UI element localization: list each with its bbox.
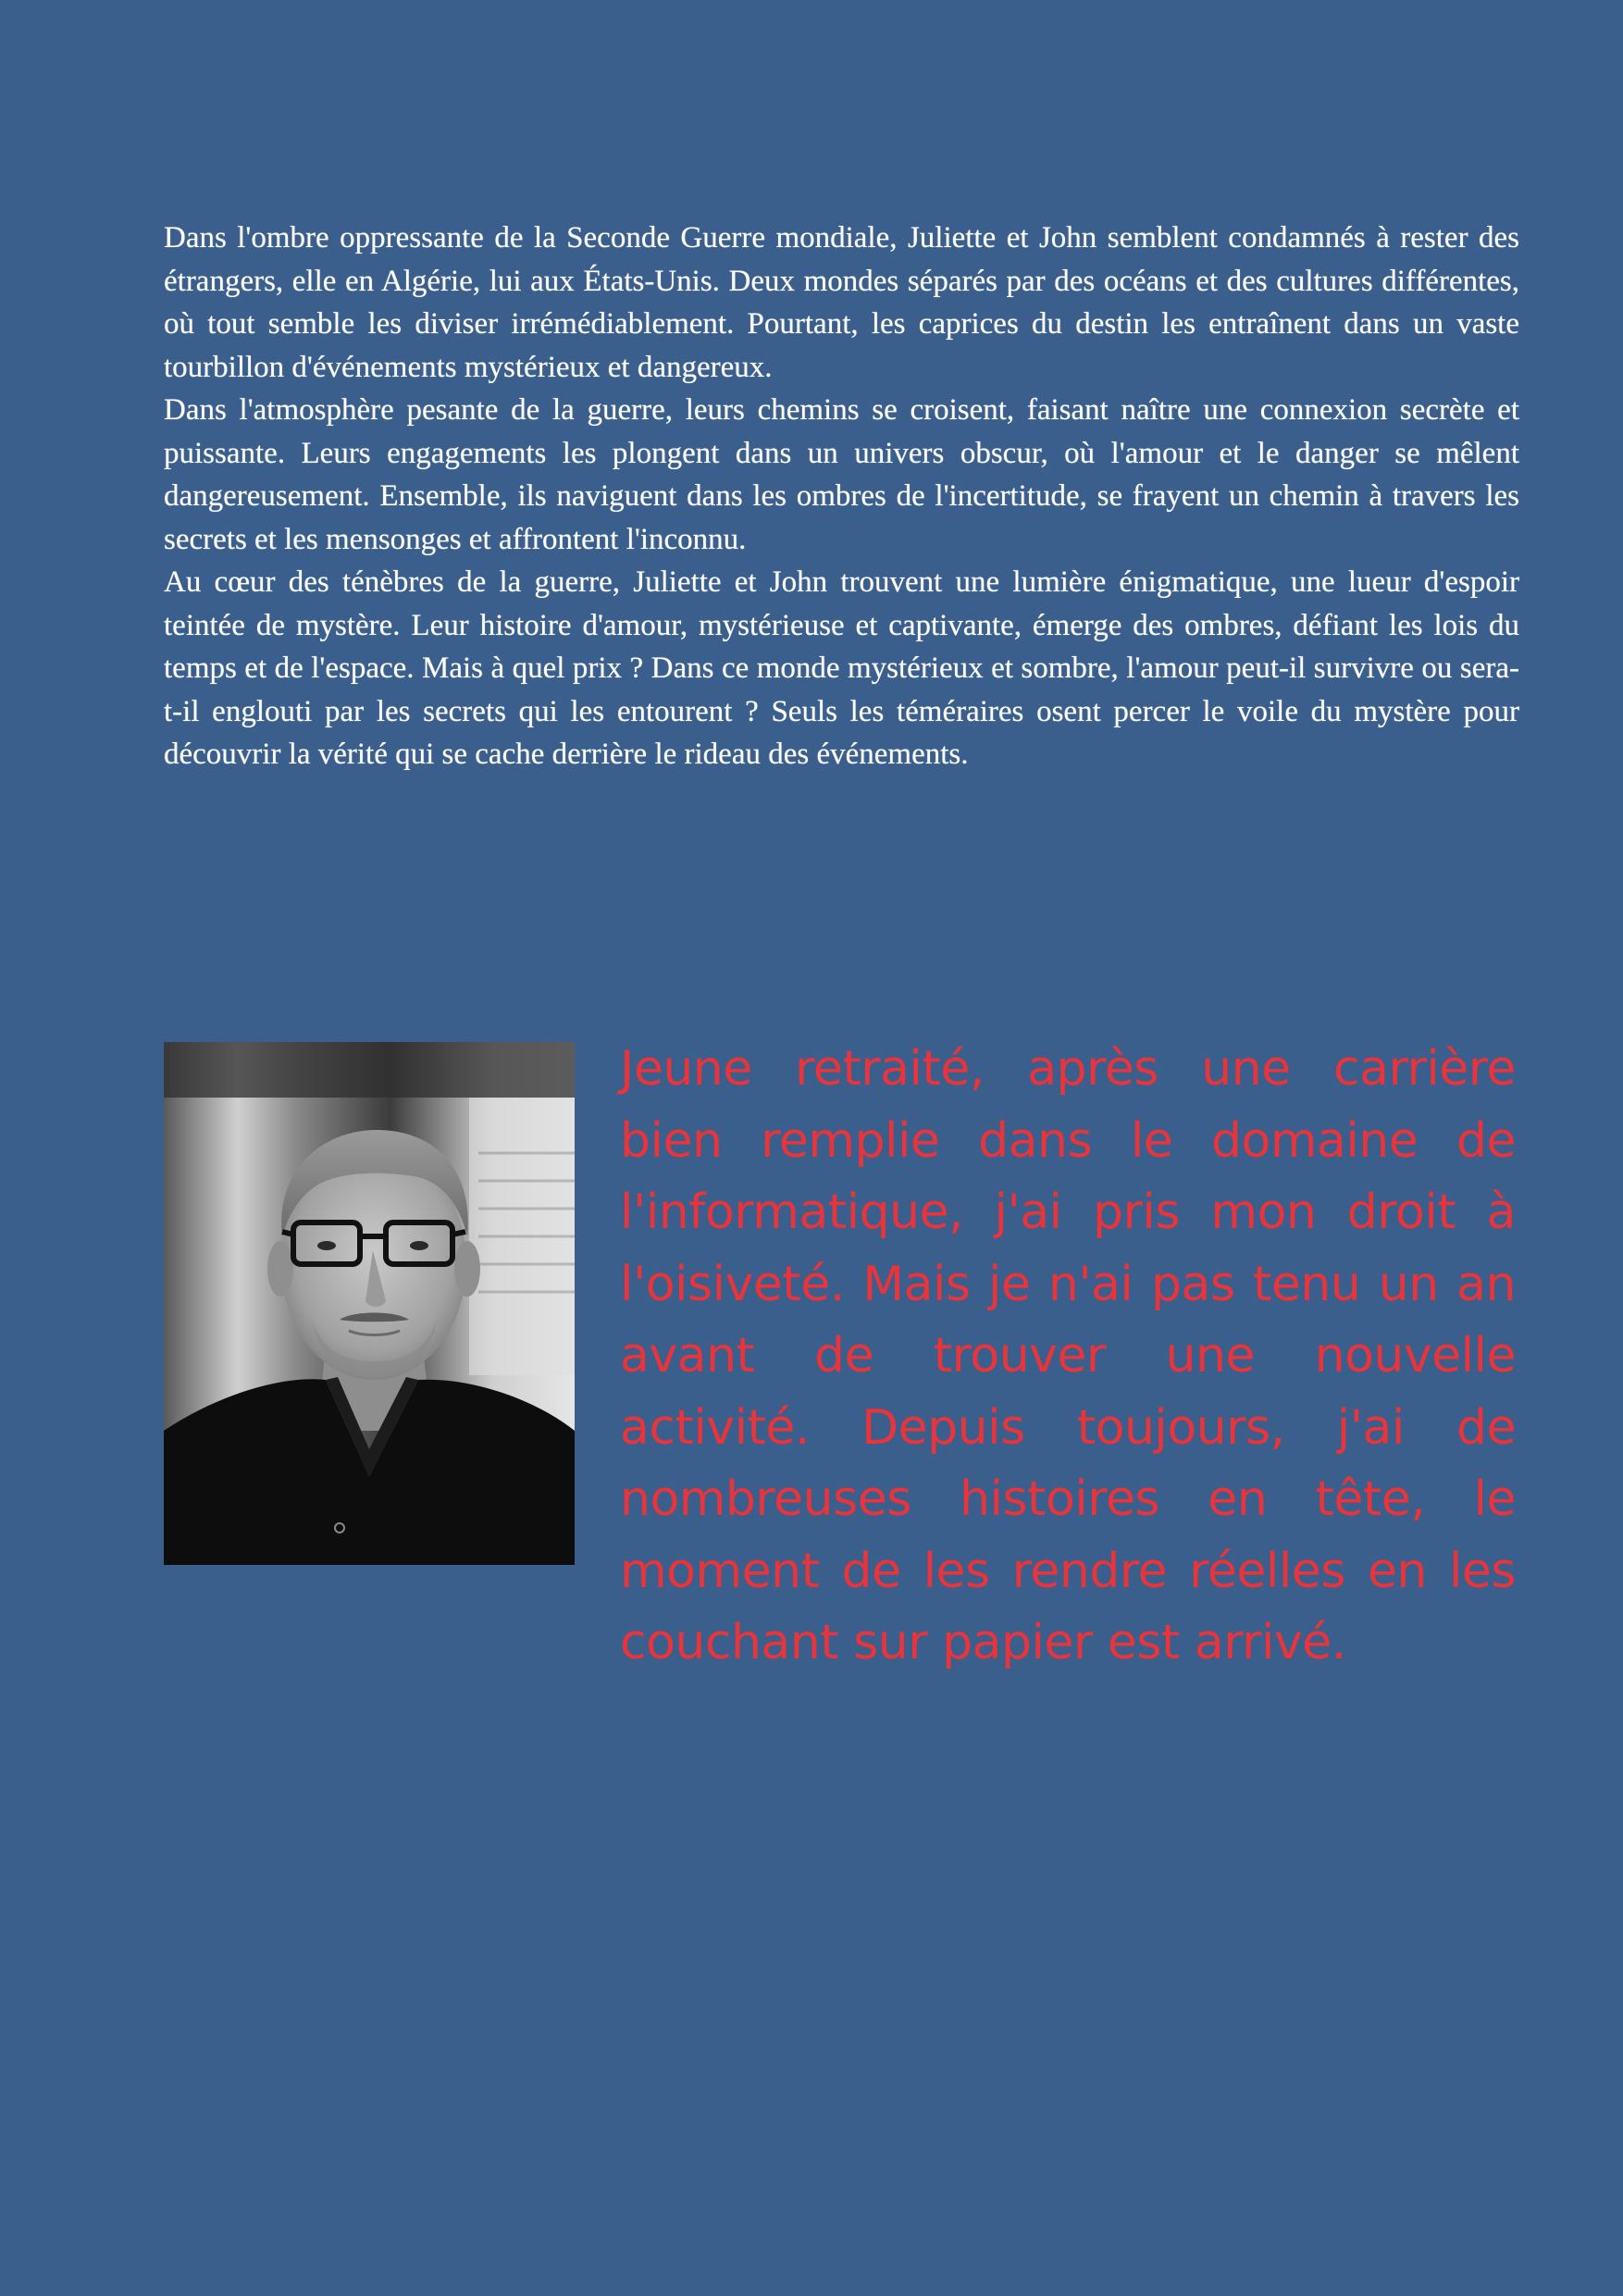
author-bio-block [620, 1034, 1516, 1680]
synopsis-paragraph-2: Dans l'atmosphère pesante de la guerre, leurs chemins se croisent, faisant naître une connexion secrète et puissante. Leurs engagements les plongent dans un univers obscur, où l'amour et le danger se mêlent dangereusement. Ensemble, ils naviguent dans les ombres de l'incertitude, se frayent un chemin à travers les secrets et les mensonges et affrontent l'inconnu. [164, 393, 1519, 556]
author-photo [164, 1042, 575, 1565]
synopsis-text-block [164, 217, 1519, 776]
author-bio-text: Jeune retraité, après une carrière bien remplie dans le domaine de l'informatique, j'ai pris mon droit à l'oisiveté. Mais je n'ai pas tenu un an avant de trouver une nouvelle activité. Depuis toujours, j'ai de nombreuses histoires en tête, le moment de les rendre réelles en les couchant sur papier est arrivé. [620, 1041, 1516, 1670]
author-portrait-image [164, 1042, 575, 1565]
synopsis-paragraph-1: Dans l'ombre oppressante de la Seconde Guerre mondiale, Juliette et John semblent condamnés à rester des étrangers, elle en Algérie, lui aux États-Unis. Deux mondes séparés par des océans et des cultures différentes, où tout semble les diviser irrémédiablement. Pourtant, les caprices du destin les entraînent dans un vaste tourbillon d'événements mystérieux et dangereux. [164, 221, 1519, 384]
synopsis-paragraph-3: Au cœur des ténèbres de la guerre, Juliette et John trouvent une lumière énigmatique, une lueur d'espoir teintée de mystère. Leur histoire d'amour, mystérieuse et captivante, émerge des ombres, défiant les lois du temps et de l'espace. Mais à quel prix ? Dans ce monde mystérieux et sombre, l'amour peut-il survivre ou sera-t-il englouti par les secrets qui les entourent ? Seuls les téméraires osent percer le voile du mystère pour découvrir la vérité qui se cache derrière le rideau des événements. [164, 565, 1519, 771]
